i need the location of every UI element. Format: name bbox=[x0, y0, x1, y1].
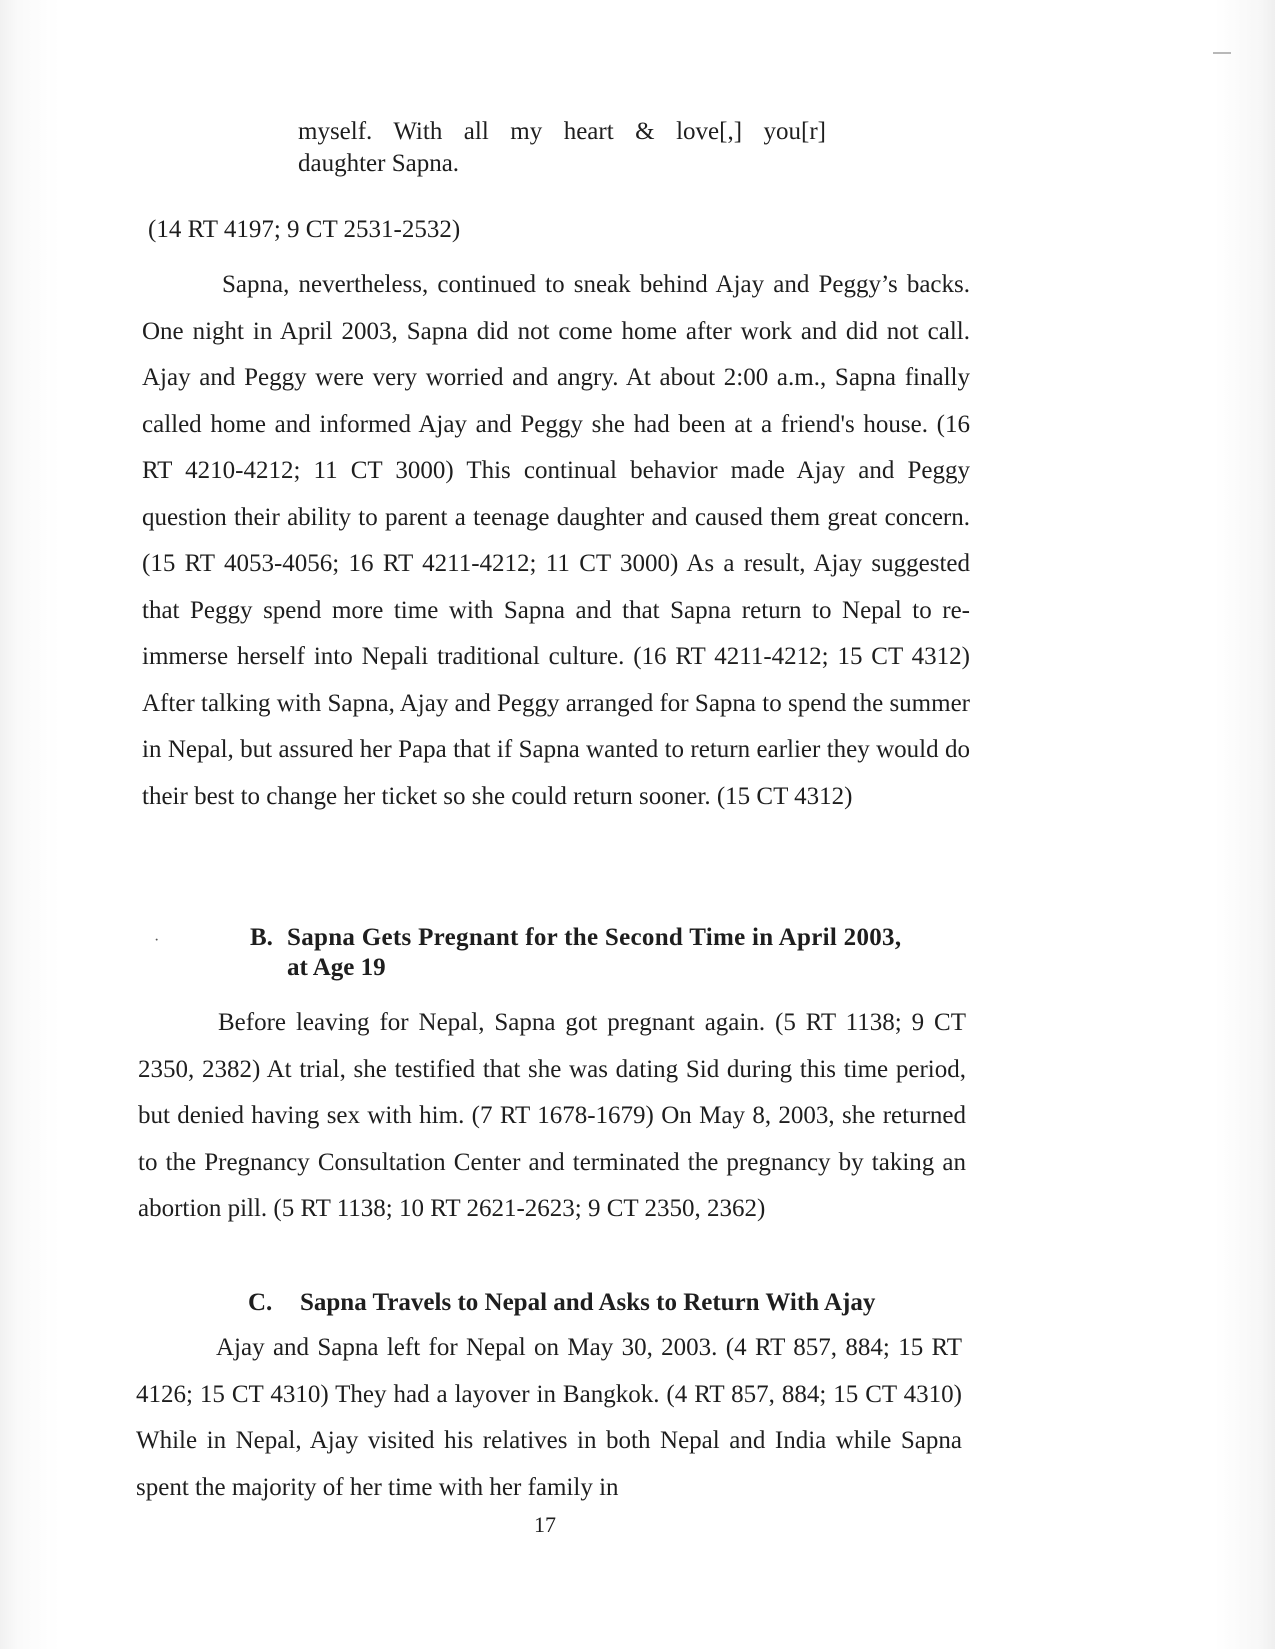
page-number: 17 bbox=[534, 1512, 556, 1537]
body-paragraph-1 bbox=[142, 262, 970, 820]
body-paragraph-3 bbox=[136, 1325, 962, 1511]
paragraph-text: Sapna, nevertheless, continued to sneak behind Ajay and Peggy’s backs. One night in April 2003, Sapna did not come home after work and did not call. Ajay and Peggy were very worried and angry. At about 2:00 a.m., Sapna finally called home and informed Ajay and Peggy she had been at a friend's house. (16 RT 4210-4212; 11 CT 3000) This continual behavior made Ajay and Peggy question their ability to parent a teenage daughter and caused them great concern. (15 RT 4053-4056; 16 RT 4211-4212; 11 CT 3000) As a result, Ajay suggested that Peggy spend more time with Sapna and that Sapna return to Nepal to re-immerse herself into Nepali traditional culture. (16 RT 4211-4212; 15 CT 4312) After talking with Sapna, Ajay and Peggy arranged for Sapna to spend the summer in Nepal, but assured her Papa that if Sapna wanted to return earlier they would do their best to change her ticket so she could return sooner. (15 CT 4312) bbox=[142, 271, 970, 810]
section-letter: C. bbox=[248, 1289, 273, 1316]
body-paragraph-2 bbox=[138, 1000, 966, 1233]
quote-line-2: daughter Sapna. bbox=[298, 150, 460, 177]
quote-citation: (14 RT 4197; 9 CT 2531-2532) bbox=[148, 216, 461, 243]
section-title: Sapna Travels to Nepal and Asks to Return With Ajay bbox=[300, 1289, 876, 1316]
quote-line-1: myself. With all my heart & love[,] you[r] bbox=[298, 118, 826, 145]
section-letter: B. bbox=[250, 924, 273, 951]
margin-mark bbox=[1213, 52, 1231, 54]
section-heading-c bbox=[248, 1288, 973, 1318]
stray-mark: · bbox=[154, 932, 160, 949]
paragraph-text: Before leaving for Nepal, Sapna got pregnant again. (5 RT 1138; 9 CT 2350, 2382) At trial, she testified that she was dating Sid during this time period, but denied having sex with him. (7 RT 1678-1679) On May 8, 2003, she returned to the Pregnancy Consultation Center and terminated the pregnancy by taking an abortion pill. (5 RT 1138; 10 RT 2621-2623; 9 CT 2350, 2362) bbox=[138, 1009, 966, 1222]
section-title-line-1: Sapna Gets Pregnant for the Second Time in April 2003, bbox=[287, 924, 902, 951]
section-heading-b bbox=[250, 923, 975, 983]
paragraph-text: Ajay and Sapna left for Nepal on May 30, 2003. (4 RT 857, 884; 15 RT 4126; 15 CT 4310) They had a layover in Bangkok. (4 RT 857, 884; 15 CT 4310) While in Nepal, Ajay visited his relatives in both Nepal and India while Sapna spent the majority of her time with her family in bbox=[136, 1334, 962, 1501]
block-quote bbox=[298, 116, 826, 180]
section-title-line-2: at Age 19 bbox=[287, 954, 386, 981]
